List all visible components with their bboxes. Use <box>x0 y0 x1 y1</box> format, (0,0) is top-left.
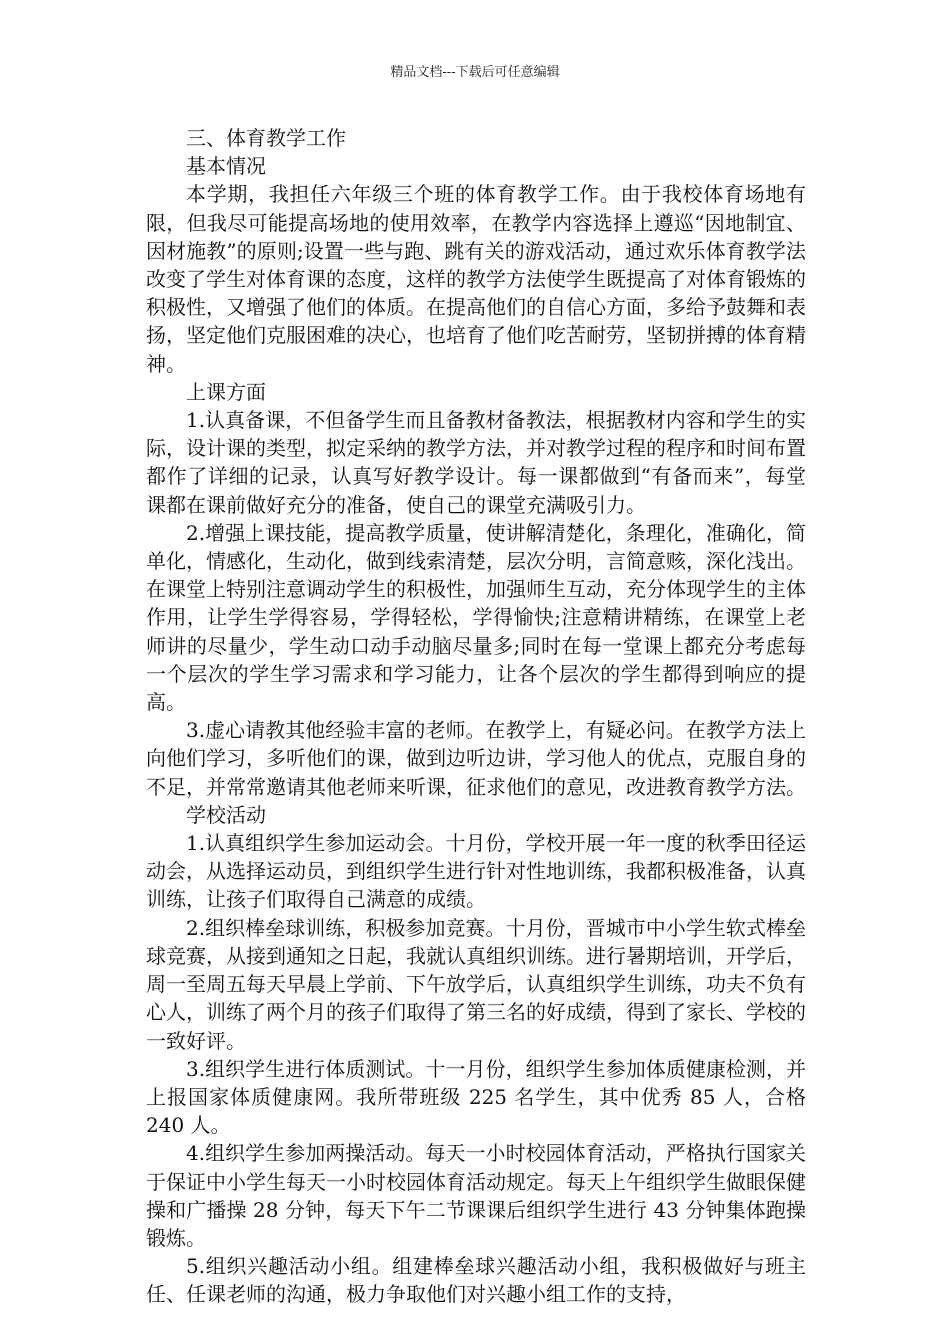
section-title: 三、体育教学工作 <box>186 126 346 150</box>
document-body <box>146 124 806 1309</box>
paragraph: 2.组织棒垒球训练，积极参加竞赛。十月份，晋城市中小学生软式棒垒球竞赛，从接到通知之日起，我就认真组织训练。进行暑期培训，开学后，周一至周五每天早晨上学前、下午放学后，认真组织学生训练，功夫不负有心人，训练了两个月的孩子们取得了第三名的好成绩，得到了家长、学校的一致好评。 <box>146 915 806 1053</box>
paragraph: 4.组织学生参加两操活动。每天一小时校园体育活动，严格执行国家关于保证中小学生每天一小时校园体育活动规定。每天上午组织学生做眼保健操和广播操 28 分钟，每天下午二节课课后组织学生进行 43 分钟集体跑操锻炼。 <box>146 1141 806 1250</box>
subsection-heading-basic: 基本情况 <box>186 154 266 179</box>
paragraph: 2.增强上课技能，提高教学质量，使讲解清楚化，条理化，准确化，简单化，情感化，生动化，做到线索清楚，层次分明，言简意赅，深化浅出。在课堂上特别注意调动学生的积极性，加强师生互动，充分体现学生的主体作用，让学生学得容易，学得轻松，学得愉快;注意精讲精练，在课堂上老师讲的尽量少，学生动口动手动脑尽量多;同时在每一堂课上都充分考虑每一个层次的学生学习需求和学习能力，让各个层次的学生都得到响应的提高。 <box>146 520 806 715</box>
paragraph: 本学期，我担任六年级三个班的体育教学工作。由于我校体育场地有限，但我尽可能提高场地的使用效率，在教学内容选择上遵巡“因地制宜、因材施教”的原则;设置一些与跑、跳有关的游戏活动，通过欢乐体育教学法改变了学生对体育课的态度，这样的教学方法使学生既提高了对体育锻炼的积极性，又增强了他们的体质。在提高他们的自信心方面，多给予鼓舞和表扬，坚定他们克服困难的决心，也培育了他们吃苦耐劳，坚韧拼搏的体育精神。 <box>146 182 806 376</box>
subsection-heading-activities: 学校活动 <box>186 802 266 827</box>
paragraph: 3.组织学生进行体质测试。十一月份，组织学生参加体质健康检测，并上报国家体质健康网。我所带班级 225 名学生，其中优秀 85 人，合格 240 人。 <box>146 1056 806 1138</box>
page-header: 精品文档---下载后可任意编辑 <box>390 65 560 80</box>
paragraph: 3.虚心请教其他经验丰富的老师。在教学上，有疑必问。在教学方法上向他们学习，多听他们的课，做到边听边讲，学习他人的优点，克服自身的不足，并常常邀请其他老师来听课，征求他们的意见，改进教育教学方法。 <box>146 718 806 799</box>
paragraph: 1.认真组织学生参加运动会。十月份，学校开展一年一度的秋季田径运动会，从选择运动员，到组织学生进行针对性地训练，我都积极准备，认真训练，让孩子们取得自己满意的成绩。 <box>146 831 806 912</box>
paragraph: 1.认真备课，不但备学生而且备教材备教法，根据教材内容和学生的实际，设计课的类型，拟定采纳的教学方法，并对教学过程的程序和时间布置都作了详细的记录，认真写好教学设计。每一课都做到“有备而来”，每堂课都在课前做好充分的准备，使自己的课堂充满吸引力。 <box>146 408 806 517</box>
paragraph: 5.组织兴趣活动小组。组建棒垒球兴趣活动小组，我积极做好与班主任、任课老师的沟通，极力争取他们对兴趣小组工作的支持， <box>146 1254 806 1307</box>
subsection-heading-class: 上课方面 <box>186 379 266 404</box>
